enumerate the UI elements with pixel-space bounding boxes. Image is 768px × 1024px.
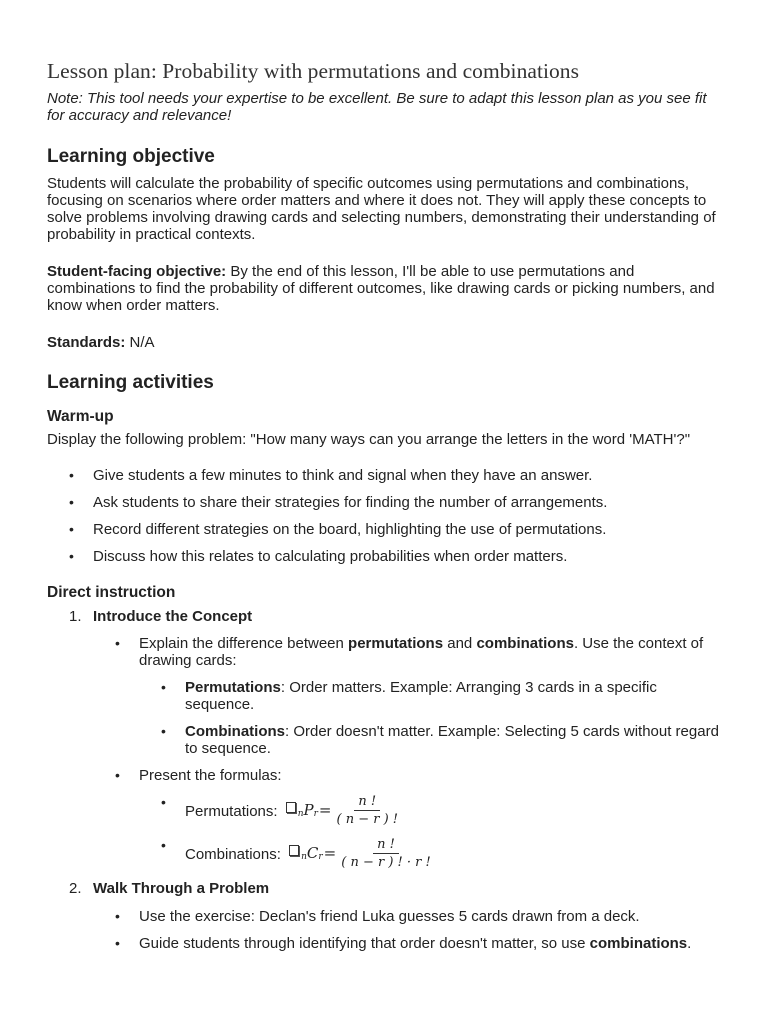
step-walk-through-problem xyxy=(47,880,722,952)
list-item: • Discuss how this relates to calculating probabilities when order matters. xyxy=(47,548,722,565)
fraction xyxy=(339,837,432,870)
student-facing-label: Student-facing objective: xyxy=(47,263,227,280)
step-title: Walk Through a Problem xyxy=(93,880,270,897)
direct-instruction-steps xyxy=(47,608,722,952)
standards-line xyxy=(47,334,722,351)
step-number: 1. xyxy=(69,608,82,625)
formula-label: Permutations: xyxy=(185,803,278,820)
permutation-formula xyxy=(286,794,400,827)
fraction-denominator: ( n − r ) ! · r ! xyxy=(341,855,431,870)
list-item xyxy=(93,935,722,952)
fraction-numerator: n ! xyxy=(354,794,380,811)
standards-label: Standards: xyxy=(47,334,126,351)
list-item xyxy=(139,679,722,713)
formula-combinations xyxy=(139,837,722,870)
page-title: Lesson plan: Probability with permutations and combinations xyxy=(47,59,580,83)
student-facing-objective xyxy=(47,263,722,314)
placeholder-box-icon xyxy=(289,845,299,856)
adaptation-note: Note: This tool needs your expertise to be excellent. Be sure to adapt this lesson plan as you see fit for accuracy and relevance! xyxy=(47,90,707,124)
text-fragment: Explain the difference between xyxy=(139,635,349,652)
formula-sub-left: n xyxy=(297,809,304,819)
student-facing-text: By the end of this lesson, I'll be able to use permutations and combinations to find the probability of different outcomes, like drawing cards or picking numbers, and know when order matters. xyxy=(47,263,715,314)
fraction-denominator: ( n − r ) ! xyxy=(336,812,399,827)
text-fragment: . Use the context of drawing cards: xyxy=(139,635,704,669)
formula-permutations xyxy=(139,794,722,827)
warmup-intro: Display the following problem: "How many ways can you arrange the letters in the word 'MATH'?" xyxy=(47,431,691,448)
step1-list xyxy=(93,635,722,870)
formula-sub-right: r xyxy=(318,852,323,862)
step-introduce-concept xyxy=(47,608,722,870)
list-item xyxy=(93,767,722,870)
list-item: • Use the exercise: Declan's friend Luka guesses 5 cards drawn from a deck. xyxy=(93,908,722,925)
definition-text: : Order matters. Example: Arranging 3 cards in a specific sequence. xyxy=(185,679,657,713)
fraction xyxy=(335,794,401,827)
list-item: • Record different strategies on the board, highlighting the use of permutations. xyxy=(47,521,722,538)
warmup-heading: Warm-up xyxy=(47,408,114,425)
placeholder-box-icon xyxy=(286,802,296,813)
step-number: 2. xyxy=(69,880,82,897)
list-item xyxy=(139,723,722,757)
list-item: • Give students a few minutes to think and signal when they have an answer. xyxy=(47,467,722,484)
warmup-list xyxy=(47,467,722,565)
list-item xyxy=(93,635,722,757)
fraction-numerator: n ! xyxy=(373,837,399,854)
definitions-list xyxy=(139,679,722,757)
formula-sub-left: n xyxy=(301,852,307,862)
direct-instruction-heading: Direct instruction xyxy=(47,584,176,601)
lesson-plan-document xyxy=(47,58,722,962)
text-fragment: and xyxy=(443,635,477,652)
term-permutations: permutations xyxy=(348,635,444,652)
text-fragment: Guide students through identifying that order doesn't matter, so use xyxy=(139,935,590,952)
formulas-list xyxy=(139,794,722,870)
text-fragment: Present the formulas: xyxy=(139,767,282,784)
step2-list xyxy=(93,908,722,952)
text-fragment: . xyxy=(687,935,692,952)
formula-symbol: P xyxy=(303,801,314,819)
learning-objective-text: Students will calculate the probability of specific outcomes using permutations and combinations, focusing on scenarios where order matters and where it does not. They will apply these concepts to solve problems involving drawing cards and selecting numbers, demonstrating their understanding of probability in practical contexts. xyxy=(47,175,716,243)
definition-text: : Order doesn't matter. Example: Selecting 5 cards without regard to sequence. xyxy=(185,723,719,757)
standards-value: N/A xyxy=(125,334,155,351)
formula-symbol: C xyxy=(306,844,319,862)
definition-term: Permutations xyxy=(185,679,281,696)
equals-sign: = xyxy=(318,801,332,819)
formula-sub-right: r xyxy=(313,809,318,819)
list-item: • Ask students to share their strategies for finding the number of arrangements. xyxy=(47,494,722,511)
equals-sign: = xyxy=(323,844,337,862)
formula-label: Combinations: xyxy=(185,846,281,863)
term-combinations: combinations xyxy=(589,935,688,952)
combination-formula xyxy=(289,837,433,870)
step-title: Introduce the Concept xyxy=(93,608,253,625)
learning-objective-heading: Learning objective xyxy=(47,146,215,167)
definition-term: Combinations xyxy=(185,723,285,740)
learning-activities-heading: Learning activities xyxy=(47,372,214,393)
term-combinations: combinations xyxy=(476,635,574,652)
